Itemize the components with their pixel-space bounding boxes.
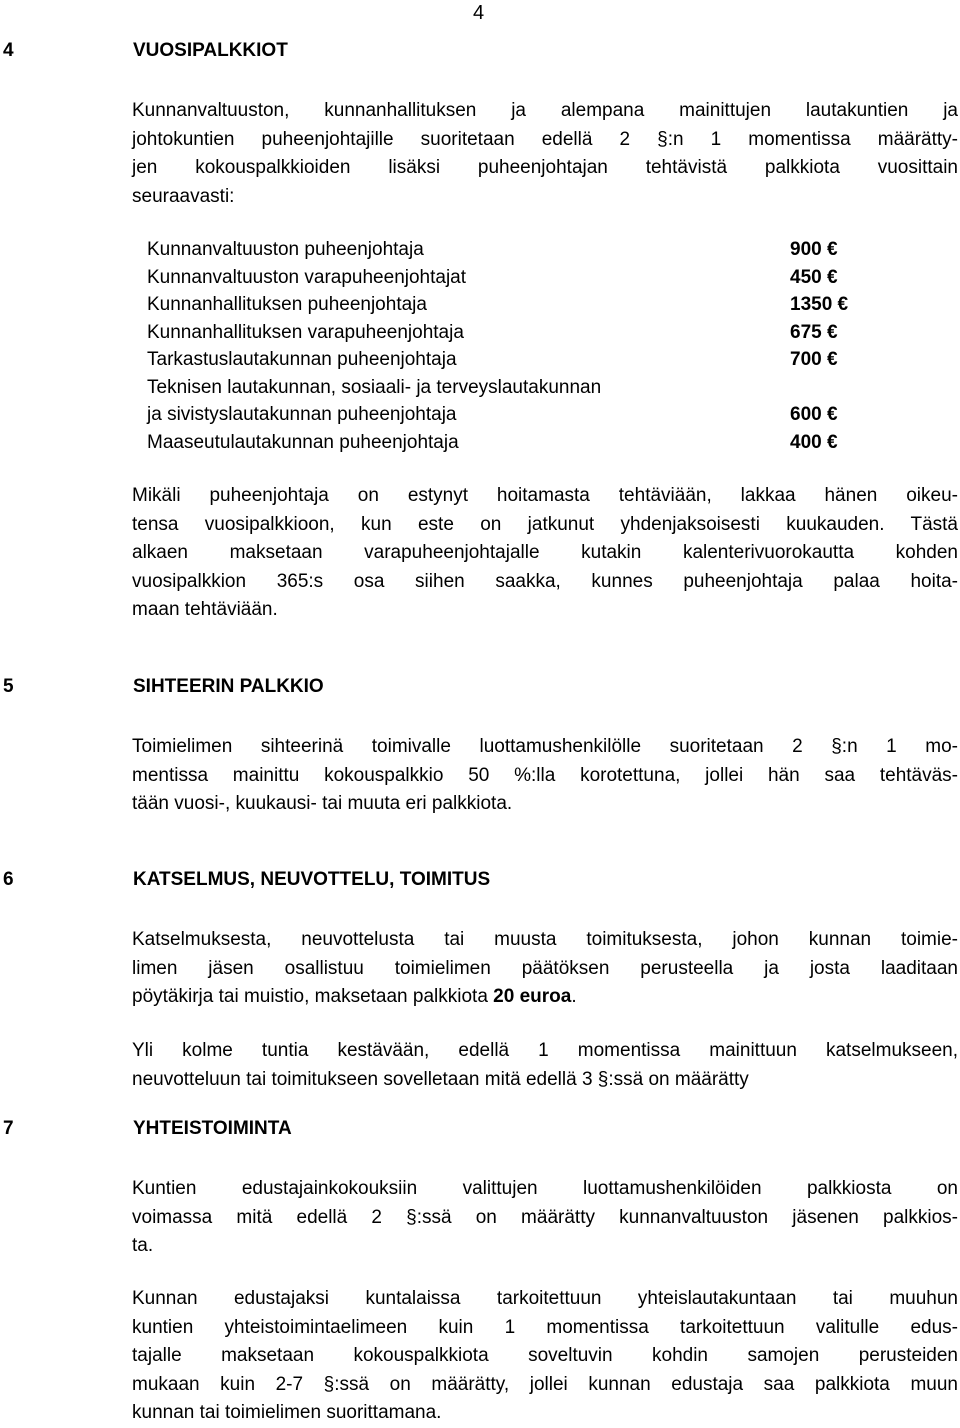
fee-row — [147, 374, 867, 402]
fee-amount: 700 € — [790, 349, 838, 370]
text-line: Kunnan edustajaksi kuntalaissa tarkoitettuun yhteislautakuntaan tai muuhun — [132, 1288, 958, 1309]
fee-label: Maaseutulautakunnan puheenjohtaja — [147, 431, 459, 453]
fee-row — [147, 346, 867, 374]
text-line: maan tehtäviään. — [132, 599, 278, 620]
text-line: ta. — [132, 1235, 154, 1256]
fee-label: Tarkastuslautakunnan puheenjohtaja — [147, 349, 457, 370]
fee-amount: 675 € — [790, 321, 838, 343]
fee-label: Teknisen lautakunnan, sosiaali- ja terveyslautakunnan — [147, 376, 602, 398]
fee-row — [147, 236, 867, 264]
fee-table — [147, 236, 867, 456]
text-line: tään vuosi-, kuukausi- tai muuta eri palkkiota. — [132, 793, 513, 814]
section-4-substitution-paragraph — [132, 482, 958, 625]
section-5-paragraph — [132, 733, 958, 819]
section-title: SIHTEERIN PALKKIO — [133, 676, 324, 697]
fee-row — [147, 429, 867, 457]
section-4-intro — [132, 97, 958, 211]
text-line: neuvotteluun tai toimitukseen sovelletaan mitä edellä 3 §:ssä on määrätty — [132, 1068, 749, 1090]
fee-label: ja sivistyslautakunnan puheenjohtaja — [147, 404, 457, 425]
fee-amount: 400 € — [790, 431, 838, 453]
fee-amount: 450 € — [790, 266, 838, 288]
text-line: alkaen maksetaan varapuheenjohtajalle kutakin kalenterivuorokautta kohden — [132, 542, 958, 563]
fee-label: Kunnanvaltuuston puheenjohtaja — [147, 239, 424, 260]
text-line: vuosipalkkion 365:s osa siihen saakka, kunnes puheenjohtaja palaa hoita- — [132, 570, 958, 592]
text-line: jen kokouspalkkioiden lisäksi puheenjohtajan tehtävistä palkkiota vuosittain — [132, 157, 958, 178]
text-line: kuntien yhteistoimintaelimeen kuin 1 momentissa tarkoitettuun valitulle edus- — [132, 1316, 958, 1338]
fee-label: Kunnanhallituksen puheenjohtaja — [147, 294, 427, 315]
text-line: Kuntien edustajainkokouksiin valittujen luottamushenkilöiden palkkiosta on — [132, 1178, 958, 1199]
text-line: Yli kolme tuntia kestävään, edellä 1 momentissa mainittuun katselmukseen, — [132, 1040, 958, 1061]
section-number: 4 — [3, 40, 14, 61]
text-line: mentissa mainittu kokouspalkkio 50 %:lla korotettuna, jollei hän saa tehtäväs- — [132, 764, 958, 786]
text-line: kunnan tai toimielimen suorittamana. — [132, 1402, 442, 1423]
page-number: 4 — [473, 2, 485, 24]
text-line: mukaan kuin 2-7 §:ssä on määrätty, jollei kunnan edustaja saa palkkiota muun — [132, 1373, 958, 1395]
text-line: Kunnanvaltuuston, kunnanhallituksen ja alempana mainittujen lautakuntien ja — [132, 100, 958, 121]
fee-row — [147, 264, 867, 292]
section-title: KATSELMUS, NEUVOTTELU, TOIMITUS — [133, 869, 491, 890]
text-line: Katselmuksesta, neuvottelusta tai muusta toimituksesta, johon kunnan toimie- — [132, 929, 958, 950]
text-line: Mikäli puheenjohtaja on estynyt hoitamasta tehtäviään, lakkaa hänen oikeu- — [132, 485, 958, 506]
fee-row — [147, 401, 867, 429]
text-line — [132, 983, 958, 1012]
text-fragment: pöytäkirja tai muistio, maksetaan palkkiota — [132, 986, 494, 1007]
fee-label: Kunnanvaltuuston varapuheenjohtajat — [147, 266, 467, 288]
fee-amount-bold: 20 euroa — [493, 986, 572, 1007]
section-6-paragraph-1 — [132, 926, 958, 1012]
fee-label: Kunnanhallituksen varapuheenjohtaja — [147, 321, 464, 343]
text-line: seuraavasti: — [132, 185, 235, 207]
text-line: tajalle maksetaan kokouspalkkiota soveltuvin kohdin samojen perusteiden — [132, 1345, 958, 1366]
text-line: Toimielimen sihteerinä toimivalle luottamushenkilölle suoritetaan 2 §:n 1 mo- — [132, 736, 958, 757]
text-line: johtokuntien puheenjohtajille suoritetaan edellä 2 §:n 1 momentissa määrätty- — [132, 128, 958, 150]
text-line: limen jäsen osallistuu toimielimen päätöksen perusteella ja josta laaditaan — [132, 957, 958, 979]
text-line: tensa vuosipalkkioon, kun este on jatkunut yhdenjaksoisesti kuukauden. Tästä — [132, 513, 958, 535]
text-fragment: . — [571, 986, 577, 1007]
fee-amount: 600 € — [790, 404, 838, 425]
section-7-paragraph-2 — [132, 1285, 958, 1428]
section-number: 7 — [3, 1118, 14, 1139]
section-number: 5 — [3, 676, 14, 697]
text-line: voimassa mitä edellä 2 §:ssä on määrätty kunnanvaltuuston jäsenen palkkios- — [132, 1206, 958, 1228]
fee-amount: 900 € — [790, 239, 838, 260]
fee-amount: 1350 € — [790, 294, 849, 315]
section-7-paragraph-1 — [132, 1175, 958, 1261]
section-number: 6 — [3, 869, 14, 890]
fee-row — [147, 319, 867, 347]
section-title: YHTEISTOIMINTA — [133, 1118, 292, 1139]
section-title: VUOSIPALKKIOT — [133, 40, 288, 61]
section-6-paragraph-2 — [132, 1037, 958, 1094]
fee-row — [147, 291, 867, 319]
